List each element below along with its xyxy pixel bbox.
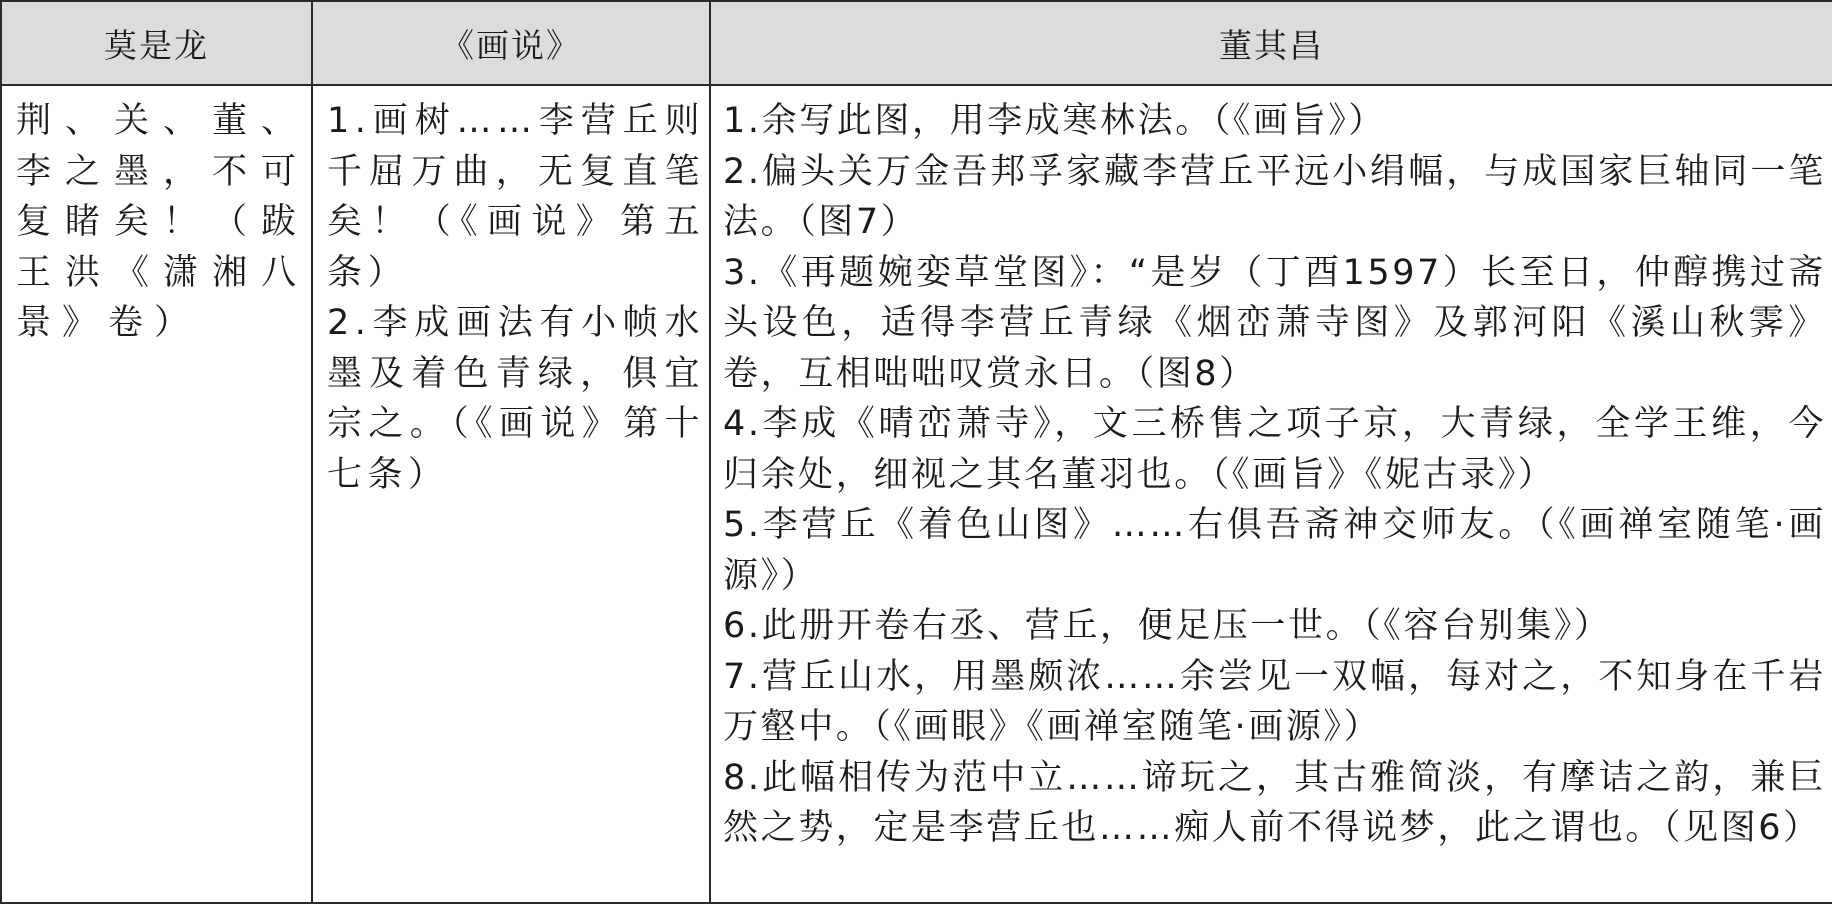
mo-shilong-cell [1,85,312,903]
dong-qichang-entry-3: 3.《再题婉娈草堂图》：“是岁（丁酉1597）长至日，仲醇携过斋头设色，适得李营丘青绿《烟峦萧寺图》及郭河阳《溪山秋霁》卷，互相咄咄叹赏永日。（图8） [723,252,1826,394]
mo-shilong-entry: 荆、关、董、李之墨，不可复睹矣！（跋王洪《潇湘八景》卷） [16,101,307,343]
huashuo-cell [312,85,710,903]
huashuo-text [313,86,709,500]
dong-qichang-entry-6: 6.此册开卷右丞、营丘，便足压一世。（《容台别集》） [723,606,1612,646]
dong-qichang-entry-2: 2.偏头关万金吾邦孚家藏李营丘平远小绢幅，与成国家巨轴同一笔法。（图7） [723,151,1826,242]
huashuo-entry-1: 1.画树……李营丘则千屈万曲，无复直笔矣！（《画说》第五条） [327,101,705,293]
dong-qichang-entry-4: 4.李成《晴峦萧寺》，文三桥售之项子京，大青绿，全学王维，今归余处，细视之其名董羽也。（《画旨》《妮古录》） [723,404,1826,495]
huashuo-entry-2: 2.李成画法有小帧水墨及着色青绿，俱宜宗之。（《画说》第十七条） [327,303,705,495]
content-row [1,85,1832,903]
dong-qichang-entry-5: 5.李营丘《着色山图》……右俱吾斋神交师友。（《画禅室随笔·画源》） [723,505,1826,596]
header-row [1,1,1832,85]
dong-qichang-entry-7: 7.营丘山水，用墨颇浓……余尝见一双幅，每对之，不知身在千岩万壑中。（《画眼》《画禅室随笔·画源》） [723,656,1826,747]
header-huashuo: 《画说》 [312,1,710,85]
dong-qichang-text [711,86,1832,854]
dong-qichang-entry-1: 1.余写此图，用李成寒林法。（《画旨》） [723,101,1386,141]
header-dong-qichang: 董其昌 [710,1,1832,85]
dong-qichang-cell [710,85,1832,903]
header-mo-shilong: 莫是龙 [1,1,312,85]
mo-shilong-text [2,86,311,349]
dong-qichang-entry-8: 8.此幅相传为范中立……谛玩之，其古雅简淡，有摩诘之韵，兼巨然之势，定是李营丘也……痴人前不得说梦，此之谓也。（见图6） [723,757,1826,848]
